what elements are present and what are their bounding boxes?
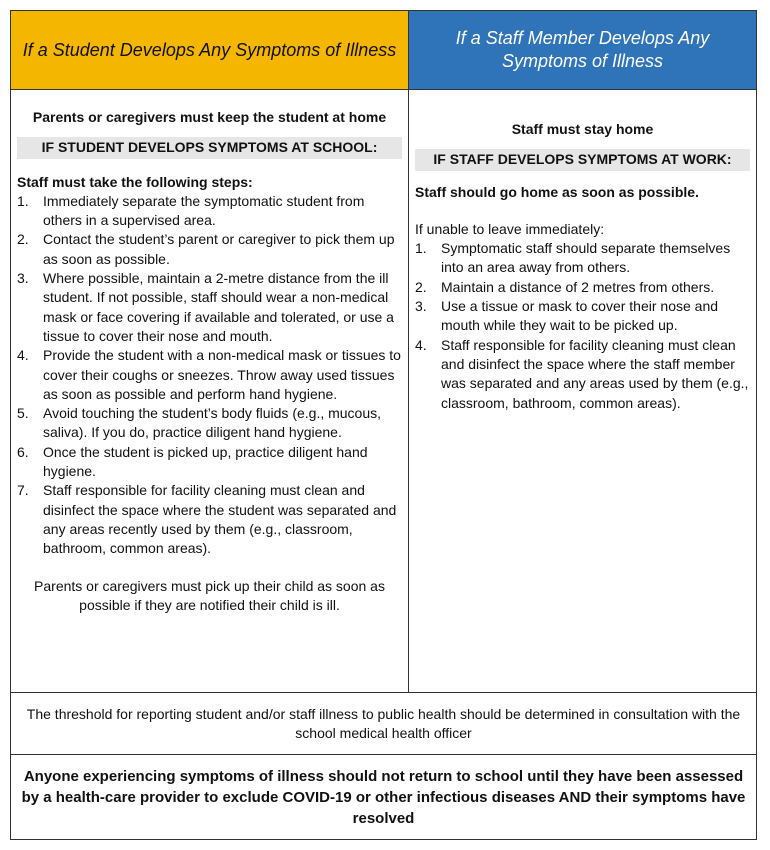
student-closing-note: Parents or caregivers must pick up their child as soon as possible if they are notified their child is ill. — [34, 577, 385, 613]
step-text: Staff responsible for facility cleaning must clean and disinfect the space where the staff member was separated and any areas used by them (e.g., classroom, bathroom, common areas). — [441, 336, 749, 411]
staff-at-work-bar: IF STAFF DEVELOPS SYMPTOMS AT WORK: — [415, 149, 750, 170]
step-text: Staff responsible for facility cleaning must clean and disinfect the space where the student was separated and any areas recently used by them (e.g., classroom, bathroom, common areas). — [43, 482, 397, 557]
student-column — [11, 90, 409, 692]
step-text: Symptomatic staff should separate themselves into an area away from others. — [441, 240, 731, 276]
student-step — [17, 481, 402, 558]
step-number: 2. — [17, 231, 29, 248]
student-step — [17, 346, 402, 404]
return-to-school-text: Anyone experiencing symptoms of illness should not return to school until they have been assessed by a health-care provider to exclude COVID-19 or other infectious diseases AND their symptoms have resolved — [21, 767, 746, 827]
staff-go-home: Staff should go home as soon as possible. — [415, 183, 699, 200]
step-number: 3. — [17, 270, 29, 287]
student-header — [11, 11, 409, 90]
student-step — [17, 230, 402, 269]
step-text: Once the student is picked up, practice diligent hand hygiene. — [43, 443, 368, 480]
step-text: Contact the student’s parent or caregiver to pick them up as soon as possible. — [43, 231, 395, 267]
return-to-school-row — [11, 754, 756, 839]
step-text: Where possible, maintain a 2-metre distance from the ill student. If not possible, staff should wear a non-medical mask or face covering if available and tolerated, or use a tissue to cover their nose and mouth. — [43, 270, 394, 344]
step-number: 5. — [17, 405, 29, 422]
student-step — [17, 269, 402, 346]
student-step — [17, 192, 402, 231]
step-number: 7. — [17, 482, 29, 499]
step-number: 4. — [415, 336, 427, 353]
threshold-text: The threshold for reporting student and/or staff illness to public health should be determined in consultation with the school medical health officer — [26, 705, 741, 741]
student-steps-list — [17, 192, 402, 559]
illness-protocol-table — [10, 10, 757, 840]
staff-step — [415, 278, 750, 297]
step-text: Use a tissue or mask to cover their nose and mouth while they wait to be picked up. — [441, 298, 719, 334]
student-at-school-bar: IF STUDENT DEVELOPS SYMPTOMS AT SCHOOL: — [17, 137, 402, 158]
student-keep-home: Parents or caregivers must keep the student at home — [32, 109, 387, 125]
step-text: Maintain a distance of 2 metres from others. — [441, 278, 715, 295]
staff-steps-list — [415, 239, 750, 413]
staff-step — [415, 239, 750, 278]
step-number: 1. — [17, 192, 29, 209]
step-number: 4. — [17, 347, 29, 364]
student-step — [17, 404, 402, 443]
staff-header-title: If a Staff Member Develops Any Symptoms of Illness — [455, 28, 710, 71]
step-number: 1. — [415, 240, 427, 257]
staff-intro: If unable to leave immediately: — [415, 220, 605, 237]
step-text: Immediately separate the symptomatic student from others in a supervised area. — [43, 192, 365, 229]
step-number: 6. — [17, 443, 29, 460]
staff-column — [409, 90, 756, 692]
student-step — [17, 443, 402, 482]
step-text: Provide the student with a non-medical mask or tissues to cover their coughs or sneezes. Throw away used tissues as soon as possible and perform hand hygiene. — [43, 347, 401, 402]
staff-step — [415, 336, 750, 413]
student-steps-title: Staff must take the following steps: — [17, 173, 253, 190]
staff-header — [409, 11, 756, 90]
step-text: Avoid touching the student’s body fluids (e.g., mucous, saliva). If you do, practice diligent hand hygiene. — [43, 405, 382, 441]
staff-stay-home: Staff must stay home — [511, 121, 654, 137]
threshold-row — [11, 692, 756, 754]
step-number: 2. — [415, 278, 427, 295]
student-header-title: If a Student Develops Any Symptoms of Illness — [22, 39, 397, 60]
staff-step — [415, 297, 750, 336]
step-number: 3. — [415, 298, 427, 315]
